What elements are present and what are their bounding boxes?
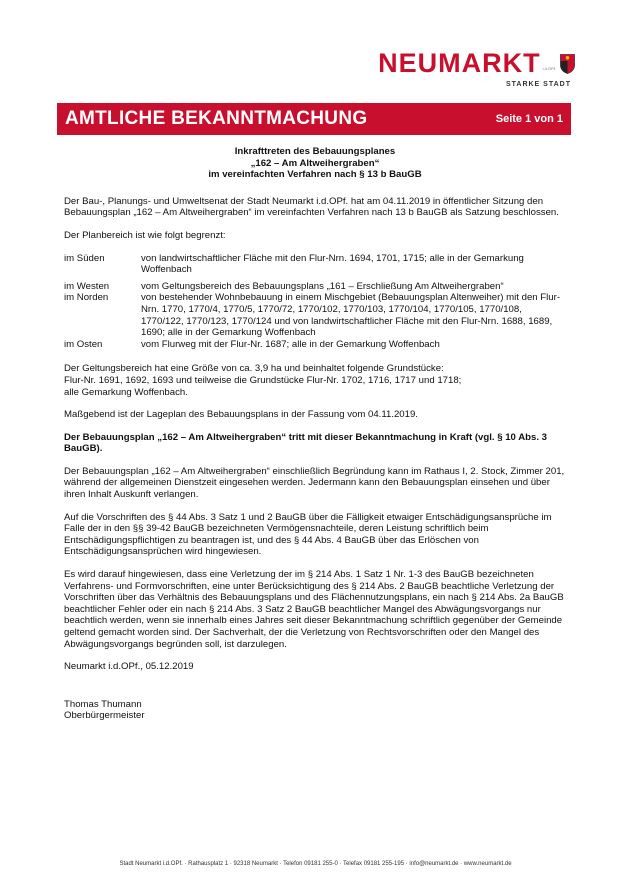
boundary-direction: im Osten <box>64 338 103 350</box>
boundary-row <box>64 339 566 351</box>
boundary-row <box>64 292 566 338</box>
area-paragraph <box>64 363 566 398</box>
boundary-description: vom Geltungsbereich des Bebauungsplans „161 – Erschließung Am Altweihergraben“ <box>141 280 504 292</box>
signature-block <box>64 699 566 722</box>
brand-mark: i.d.OPf. <box>542 66 556 71</box>
boundary-direction: im Süden <box>64 252 105 264</box>
logo-tagline: STARKE STADT <box>505 81 571 88</box>
area-line-1: Der Geltungsbereich hat eine Größe von ca. 3,9 ha und beinhaltet folgende Grundstücke: <box>64 363 444 375</box>
heading-line-1: Inkrafttreten des Bebauungsplanes <box>234 146 396 157</box>
document-body <box>64 146 566 722</box>
document-heading <box>64 146 566 181</box>
boundary-description: von bestehender Wohnbebauung in einem Mischgebiet (Bebauungsplan Altenweiher) mit den Flur-Nrn. 1770, 1770/4, 1770/5, 1770/72, 1770/102, 1770/103, 1770/104, 1770/105, 1770/108, 1770/122, 1770/123, 1770/124 und von landwirtschaftlicher Fläche mit den Flur-Nrn. 1688, 1689, 1690; alle in der Gemarkung Woffenbach <box>141 292 561 339</box>
boundary-row <box>64 253 566 281</box>
boundary-row <box>64 281 566 293</box>
area-line-2: Flur-Nr. 1691, 1692, 1693 und teilweise die Grundstücke Flur-Nr. 1702, 1716, 1717 und 1718; <box>64 374 462 386</box>
signer-name: Thomas Thumann <box>64 698 142 710</box>
signer-title: Oberbürgermeister <box>64 710 145 722</box>
brand-wordmark: NEUMARKT <box>378 48 541 78</box>
verletzung-paragraph: Es wird darauf hingewiesen, dass eine Verletzung der im § 214 Abs. 1 Satz 1 Nr. 1-3 des BauGB bezeichneten Verfahrens- und Formvorschriften, eine unter Berücksichtigung des § 214 Abs. 2 BauGB beachtliche Verletzung der Vorschriften über das Verhältnis des Bebauungsplans und des Flächennutzungsplans, ein nach § 214 Abs. 2a BauGB beachtlicher Fehler oder ein nach § 214 Abs. 3 Satz 2 BauGB beachtlicher Mangel des Abwägungsvorgangs nur beachtlich werden, wenn sie innerhalb eines Jahres seit dieser Bekanntmachung schriftlich gegenüber der Gemeinde geltend gemacht worden sind. Der Sachverhalt, der die Verletzung von Rechtsvorschriften oder den Mangel des Abwägungsvorgangs begründen soll, ist darzulegen. <box>64 569 564 650</box>
page-indicator: Seite 1 von 1 <box>495 113 563 125</box>
einsicht-paragraph: Der Bebauungsplan „162 – Am Altweihergraben“ einschließlich Begründung kann im Rathaus I, 2. Stock, Zimmer 201, während der allgemeinen Dienstzeit eingesehen werden. Jedermann kann den Bebauungsplan einsehen und über ihren Inhalt Auskunft verlangen. <box>64 465 565 501</box>
boundary-description: von landwirtschaftlicher Fläche mit den Flur-Nrn. 1694, 1701, 1715; alle in der Gemarkung Woffenbach <box>141 252 524 276</box>
coat-of-arms-icon <box>560 54 575 74</box>
intro-paragraph: Der Bau-, Planungs- und Umweltsenat der Stadt Neumarkt i.d.OPf. hat am 04.11.2019 in öffentlicher Sitzung den Bebauungsplan „162 – Am Altweihergraben“ im vereinfachten Verfahren nach 13 b BauGB als Satzung beschlossen. <box>64 195 559 219</box>
bounds-intro: Der Planbereich ist wie folgt begrenzt: <box>64 229 226 241</box>
banner-title: AMTLICHE BEKANNTMACHUNG <box>65 108 368 129</box>
boundary-direction: im Norden <box>64 292 109 304</box>
plan-boundaries-table <box>64 253 566 351</box>
page-footer: Stadt Neumarkt i.d.OPf. · Rathausplatz 1 · 92318 Neumarkt · Telefon 09181 255-0 · Telefax 09181 255-195 · info@neumarkt.de · www.neumarkt.de <box>119 861 512 867</box>
boundary-description: vom Flurweg mit der Flur-Nr. 1687; alle in der Gemarkung Woffenbach <box>141 338 440 350</box>
heading-line-3: im vereinfachten Verfahren nach § 13 b BauGB <box>208 169 422 181</box>
area-line-3: alle Gemarkung Woffenbach. <box>64 386 188 398</box>
boundary-direction: im Westen <box>64 280 110 292</box>
entschaedigung-paragraph: Auf die Vorschriften des § 44 Abs. 3 Satz 1 und 2 BauGB über die Fälligkeit etwaiger Entschädigungsansprüche im Falle der in den §§ 39-42 BauGB bezeichneten Vermögensnachteile, deren Leistung schriftlich beim Entschädigungspflichtigen zu beantragen ist, und des § 44 Abs. 4 BauGB über das Erlöschen von Entschädigungsansprüchen wird hingewiesen. <box>64 511 552 558</box>
inkraft-paragraph: Der Bebauungsplan „162 – Am Altweihergraben“ tritt mit dieser Bekanntmachung in Kraft (vgl. § 10 Abs. 3 BauGB). <box>64 431 547 455</box>
announcement-banner <box>57 103 571 135</box>
city-logo <box>378 50 575 88</box>
place-date: Neumarkt i.d.OPf., 05.12.2019 <box>64 661 194 673</box>
heading-line-2: „162 – Am Altweihergraben“ <box>250 157 380 169</box>
lageplan-paragraph: Maßgebend ist der Lageplan des Bebauungsplans in der Fassung vom 04.11.2019. <box>64 409 418 421</box>
